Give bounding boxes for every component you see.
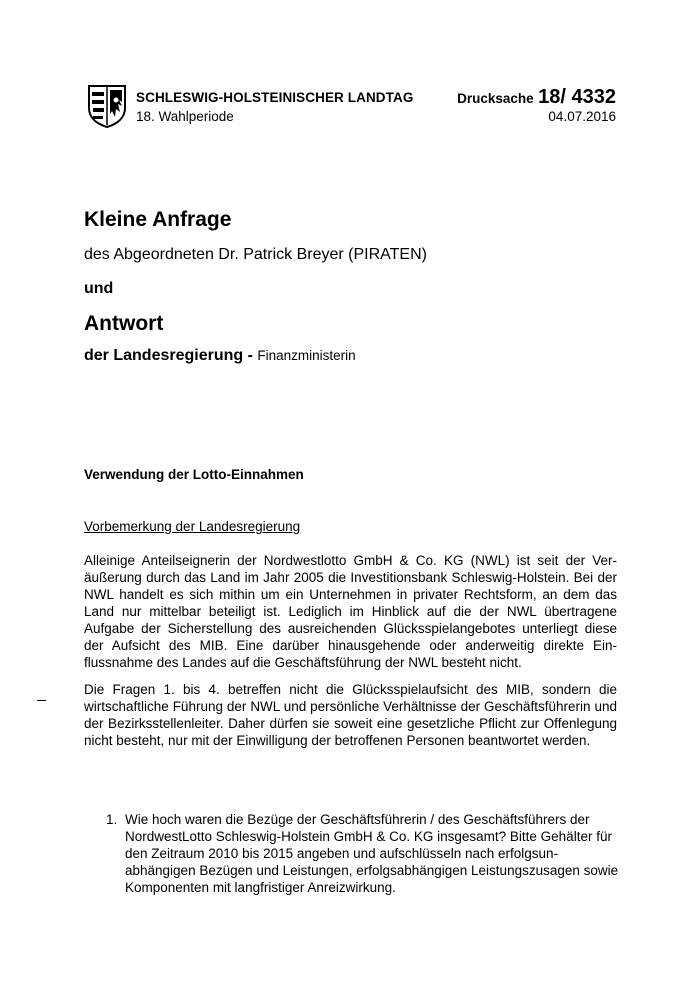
title-antwort: Antwort (84, 312, 164, 335)
margin-mark (37, 700, 46, 701)
responder (84, 347, 356, 365)
responder-government: der Landesregierung - (84, 347, 258, 364)
drucksache-number: 18/ 4332 (538, 86, 616, 108)
requester: des Abgeordneten Dr. Patrick Breyer (PIRATEN) (84, 246, 427, 263)
question-1-text: Wie hoch waren die Bezüge der Geschäftsführerin / des Geschäftsführers der NordwestLotto Schleswig-Holstein GmbH & Co. KG insgesamt? Bitte Gehälter für den Zeitraum 2010 bis 2015 angeben und aufschlüsseln nach erfolgsunabhängigen Bezügen und Leistungen, erfolgsabhängigen Leistungszusagen sowie Komponenten mit langfristiger Anreizwirkung. (125, 812, 619, 895)
title-kleine-anfrage: Kleine Anfrage (84, 208, 232, 231)
organization-name: SCHLESWIG-HOLSTEINISCHER LANDTAG (136, 90, 414, 105)
subject-heading: Verwendung der Lotto-Einnahmen (84, 467, 304, 482)
document-date: 04.07.2016 (548, 109, 616, 124)
paragraph-questions-note: Die Fragen 1. bis 4. betreffen nicht die Glücksspielaufsicht des MIB, sondern die wirtschaftliche Führung der NWL und persönliche Verhältnisse der Geschäftsführerin und der Bezirksstellenleiter. Daher dürfen sie soweit eine gesetzliche Pflicht zur Offenlegung nicht besteht, nur mit der Einwilligung der betroffenen Personen beantwortet werden. (84, 682, 617, 748)
question-1-number: 1. (106, 812, 118, 827)
title-und: und (84, 280, 114, 297)
drucksache-label: Drucksache (457, 91, 534, 106)
responder-ministry: Finanzministerin (257, 348, 356, 363)
coat-of-arms-icon (87, 84, 127, 128)
paragraph-preliminary: Alleinige Anteilseignerin der Nordwestlotto GmbH & Co. KG (NWL) ist seit der Veräußerung durch das Land im Jahr 2005 die Investitionsbank Schleswig-Holstein. Bei der NWL handelt es sich mithin um ein Unternehmen in privater Rechtsform, an dem das Land nur mittelbar beteiligt ist. Lediglich im Hinblick auf die der NWL übertragene Aufgabe der Sicherstellung des ausreichenden Glücksspielangebotes unterliegt diese der Aufsicht des MIB. Eine darüber hinausgehende oder anderweitig direkte Einflussnahme des Landes auf die Geschäftsführung der NWL besteht nicht. (84, 553, 617, 670)
preliminary-heading: Vorbemerkung der Landesregierung (84, 519, 301, 534)
drucksache (457, 86, 616, 109)
legislative-period: 18. Wahlperiode (136, 109, 234, 124)
